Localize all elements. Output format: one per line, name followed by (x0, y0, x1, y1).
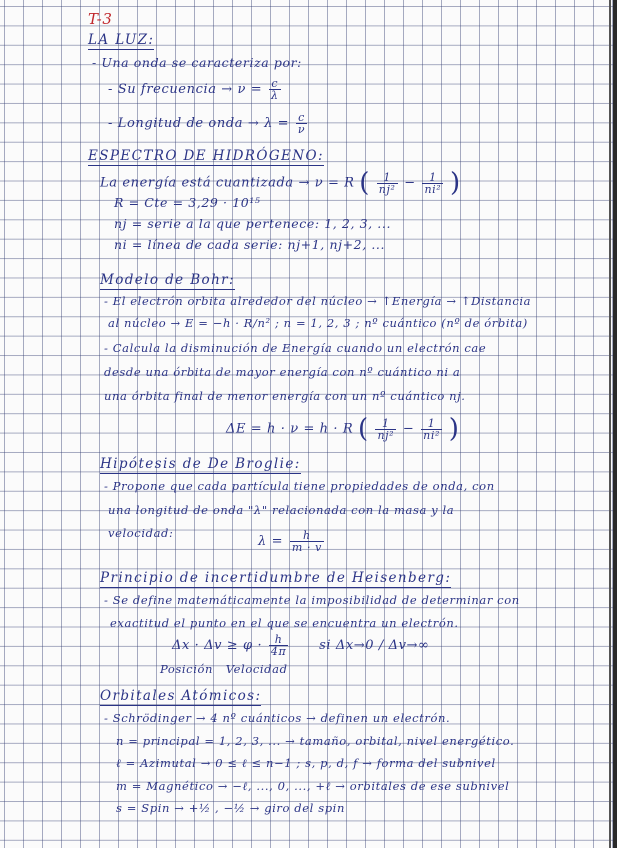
section-heading-debroglie: Hipótesis de De Broglie: (100, 456, 301, 472)
text-line: m = Magnético → −ℓ, ..., 0, ..., +ℓ → orbitales de ese subnivel (116, 779, 510, 793)
text-line: n = principal = 1, 2, 3, ... → tamaño, orbital, nivel energético. (116, 734, 515, 748)
text-line: - Una onda se caracteriza por: (92, 55, 302, 70)
formula-label: λ = (258, 534, 284, 549)
section-heading-heisenberg: Principio de incertidumbre de Heisenberg: (100, 570, 452, 586)
text-line: una órbita final de menor energía con un nº cuántico nj. (104, 389, 466, 403)
formula-debroglie (258, 530, 326, 553)
formula-frequency (108, 78, 283, 101)
minus-sign: − (402, 421, 415, 437)
text-line: s = Spin → +½ , −½ → giro del spin (116, 801, 345, 815)
text-line: velocidad: (108, 526, 174, 540)
fraction-numerator: 1 (377, 172, 398, 184)
fraction-numerator: h (269, 634, 288, 646)
text-line: - Propone que cada partícula tiene propiedades de onda, con (104, 479, 495, 493)
fraction (269, 78, 281, 101)
formula-label: ΔE = h · ν = h · R (226, 421, 354, 437)
text-line: una longitud de onda "λ" relacionada con la masa y la (108, 503, 455, 517)
formula-heisenberg (172, 634, 429, 657)
text-line: ni = línea de cada serie: nj+1, nj+2, ... (114, 237, 386, 252)
fraction (290, 530, 324, 553)
page-title: T-3 (88, 10, 113, 28)
fraction-numerator: c (269, 78, 281, 90)
formula-label: - Longitud de onda → λ = (108, 116, 290, 131)
text-line: ℓ = Azimutal → 0 ≤ ℓ ≤ n−1 ; s, p, d, f → forma del subnivel (116, 756, 496, 770)
page-edge-shadow (613, 0, 617, 848)
fraction-numerator: c (296, 112, 307, 124)
text-line: nj = serie a la que pertenece: 1, 2, 3, ... (114, 216, 392, 231)
formula-label: - Su frecuencia → ν = (108, 82, 263, 97)
page-edge-line (609, 0, 611, 848)
fraction-numerator: 1 (375, 418, 396, 430)
formula-labels: Posición Velocidad (160, 662, 288, 676)
fraction (269, 634, 288, 657)
text-line: desde una órbita de mayor energía con nº cuántico ni a (104, 365, 461, 379)
formula-label: Δx · Δv ≥ φ · (172, 638, 263, 653)
text-line: - Schrödinger → 4 nº cuánticos → definen un electrón. (104, 711, 451, 725)
text-line: R = Cte = 3,29 · 10¹⁵ (114, 195, 261, 210)
fraction-numerator: 1 (421, 418, 442, 430)
section-heading-espectro: ESPECTRO DE HIDRÓGENO: (88, 148, 324, 164)
fraction (422, 172, 443, 195)
section-heading-bohr: Modelo de Bohr: (100, 272, 235, 288)
formula-rydberg (100, 168, 461, 198)
paren-open: ( (357, 414, 369, 444)
fraction (296, 112, 307, 135)
fraction-denominator: nj² (378, 182, 396, 196)
minus-sign: − (404, 175, 416, 191)
paren-open: ( (359, 168, 371, 198)
fraction (375, 418, 396, 441)
section-heading-luz: LA LUZ: (88, 32, 155, 48)
fraction (421, 418, 442, 441)
fraction (377, 172, 398, 195)
fraction-denominator: nj² (377, 428, 395, 442)
text-line: - Se define matemáticamente la imposibilidad de determinar con (104, 593, 520, 607)
fraction-numerator: 1 (422, 172, 443, 184)
fraction-denominator: λ (270, 89, 279, 102)
fraction-denominator: m · v (291, 541, 322, 554)
fraction-denominator: 4π (270, 645, 287, 658)
paren-close: ) (450, 168, 461, 198)
formula-label: La energía está cuantizada → ν = R (100, 175, 355, 191)
fraction-numerator: h (290, 530, 324, 542)
paren-close: ) (448, 414, 460, 444)
text-line: - El electrón orbita alrededor del núcleo → ↑Energía → ↑Distancia (104, 294, 532, 308)
formula-tail: si Δx→0 / Δv→∞ (319, 638, 430, 653)
section-heading-orbitales: Orbitales Atómicos: (100, 688, 262, 704)
text-line: exactitud el punto en el que se encuentra un electrón. (110, 616, 459, 630)
text-line: - Calcula la disminución de Energía cuando un electrón cae (104, 341, 487, 355)
formula-energy (226, 414, 459, 444)
formula-wavelength (108, 112, 309, 135)
text-line: al núcleo → E = −h · R/n² ; n = 1, 2, 3 ; nº cuántico (nº de órbita) (108, 316, 528, 330)
fraction-denominator: ν (297, 123, 306, 136)
fraction-denominator: ni² (424, 182, 442, 196)
fraction-denominator: ni² (423, 428, 440, 442)
